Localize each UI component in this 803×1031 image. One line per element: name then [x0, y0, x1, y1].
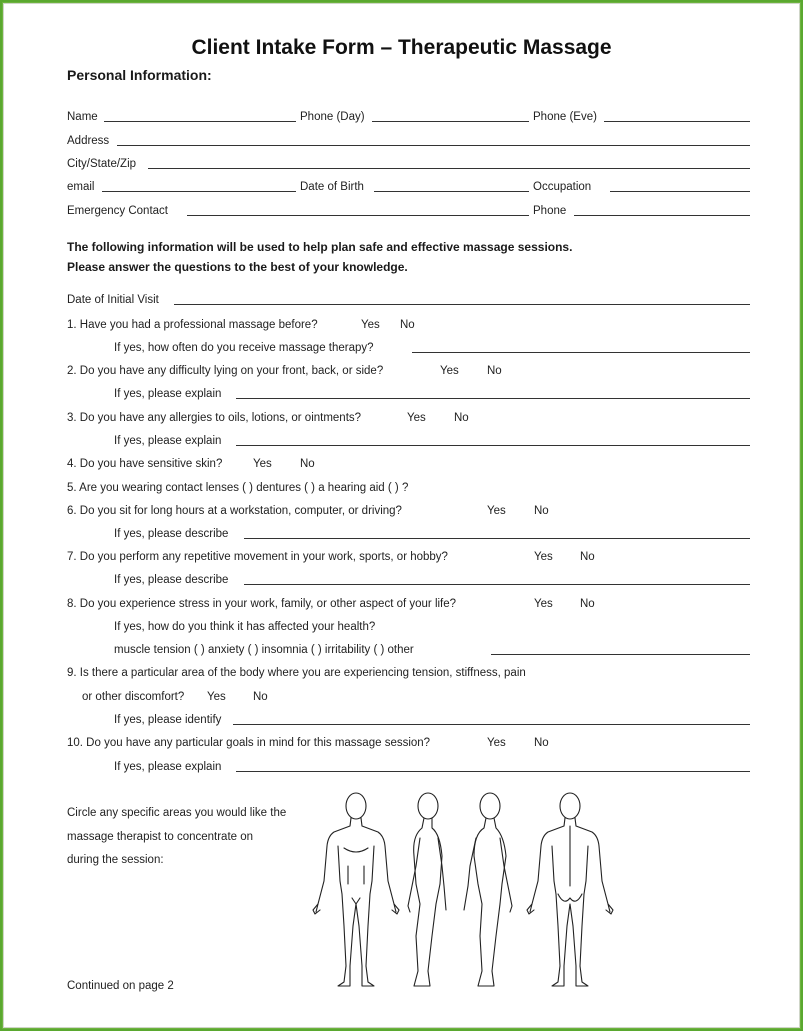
- date-initial-label: Date of Initial Visit: [67, 294, 159, 306]
- q8-no[interactable]: No: [580, 598, 595, 610]
- body-side-left-figure[interactable]: [408, 793, 446, 986]
- circle-text-2: massage therapist to concentrate on: [67, 831, 254, 843]
- q3-no[interactable]: No: [454, 412, 469, 424]
- q6-text: 6. Do you sit for long hours at a workstation, computer, or driving?: [67, 505, 402, 517]
- q6-follow-field[interactable]: [244, 538, 750, 539]
- body-back-figure[interactable]: [527, 793, 613, 986]
- form-page: [4, 4, 799, 1027]
- q7-follow-field[interactable]: [244, 584, 750, 585]
- page-title: Client Intake Form – Therapeutic Massage: [191, 36, 612, 59]
- phone-day-label: Phone (Day): [300, 111, 365, 123]
- address-label: Address: [67, 135, 110, 147]
- intro-line-2: Please answer the questions to the best of your knowledge.: [67, 260, 408, 274]
- q7-yes[interactable]: Yes: [534, 551, 553, 563]
- city-label: City/State/Zip: [67, 158, 137, 170]
- q6-yes[interactable]: Yes: [487, 505, 506, 517]
- q9-follow: If yes, please identify: [114, 714, 222, 726]
- email-field[interactable]: [102, 191, 296, 192]
- q9-no[interactable]: No: [253, 691, 268, 703]
- q10-follow-field[interactable]: [236, 771, 750, 772]
- address-field[interactable]: [117, 145, 750, 146]
- circle-text-3: during the session:: [67, 854, 164, 866]
- q1-text: 1. Have you had a professional massage before?: [67, 319, 318, 331]
- phone-eve-label: Phone (Eve): [533, 111, 597, 123]
- q1-follow: If yes, how often do you receive massage therapy?: [114, 342, 374, 354]
- q10-text: 10. Do you have any particular goals in mind for this massage session?: [67, 737, 431, 749]
- occupation-field[interactable]: [610, 191, 750, 192]
- occupation-label: Occupation: [533, 181, 592, 193]
- q8-other-field[interactable]: [491, 654, 750, 655]
- intro-line-1: The following information will be used to help plan safe and effective massage sessions.: [67, 240, 573, 254]
- q7-text: 7. Do you perform any repetitive movement in your work, sports, or hobby?: [67, 551, 448, 563]
- date-initial-field[interactable]: [174, 304, 750, 305]
- q2-follow-field[interactable]: [236, 398, 750, 399]
- emergency-field[interactable]: [187, 215, 529, 216]
- q9-text-line2: or other discomfort?: [82, 691, 185, 703]
- q1-yes[interactable]: Yes: [361, 319, 380, 331]
- q1-follow-field[interactable]: [412, 352, 750, 353]
- personal-info-heading: Personal Information:: [67, 67, 212, 83]
- body-side-right-figure[interactable]: [464, 793, 512, 986]
- name-label: Name: [67, 111, 98, 123]
- q6-follow: If yes, please describe: [114, 528, 229, 540]
- q4-yes[interactable]: Yes: [253, 458, 272, 470]
- q3-text: 3. Do you have any allergies to oils, lotions, or ointments?: [67, 412, 362, 424]
- circle-text-1: Circle any specific areas you would like the: [67, 807, 287, 819]
- q8-yes[interactable]: Yes: [534, 598, 553, 610]
- q7-follow: If yes, please describe: [114, 574, 229, 586]
- q3-yes[interactable]: Yes: [407, 412, 426, 424]
- q2-no[interactable]: No: [487, 365, 502, 377]
- city-field[interactable]: [148, 168, 750, 169]
- q10-no[interactable]: No: [534, 737, 549, 749]
- q4-text: 4. Do you have sensitive skin?: [67, 458, 223, 470]
- q7-no[interactable]: No: [580, 551, 595, 563]
- q3-follow-field[interactable]: [236, 445, 750, 446]
- q9-yes[interactable]: Yes: [207, 691, 226, 703]
- q2-text: 2. Do you have any difficulty lying on your front, back, or side?: [67, 365, 384, 377]
- body-diagram[interactable]: [304, 786, 616, 996]
- q9-text-line1: 9. Is there a particular area of the body where you are experiencing tension, stiffness, pain: [67, 667, 526, 679]
- q4-no[interactable]: No: [300, 458, 315, 470]
- emergency-phone-label: Phone: [533, 205, 567, 217]
- name-field[interactable]: [104, 121, 296, 122]
- q2-follow: If yes, please explain: [114, 388, 222, 400]
- phone-eve-field[interactable]: [604, 121, 750, 122]
- footer-continued: Continued on page 2: [67, 980, 174, 992]
- emergency-label: Emergency Contact: [67, 205, 168, 217]
- emergency-phone-field[interactable]: [574, 215, 750, 216]
- body-front-figure[interactable]: [313, 793, 399, 986]
- q8-text: 8. Do you experience stress in your work, family, or other aspect of your life?: [67, 598, 457, 610]
- q6-no[interactable]: No: [534, 505, 549, 517]
- q3-follow: If yes, please explain: [114, 435, 222, 447]
- dob-label: Date of Birth: [300, 181, 364, 193]
- email-label: email: [67, 181, 95, 193]
- q1-no[interactable]: No: [400, 319, 415, 331]
- dob-field[interactable]: [374, 191, 529, 192]
- q8-options: muscle tension ( ) anxiety ( ) insomnia ( ) irritability ( ) other: [114, 644, 414, 656]
- q5-text: 5. Are you wearing contact lenses ( ) dentures ( ) a hearing aid ( ) ?: [67, 482, 409, 494]
- q2-yes[interactable]: Yes: [440, 365, 459, 377]
- q9-follow-field[interactable]: [233, 724, 750, 725]
- q8-follow: If yes, how do you think it has affected your health?: [114, 621, 376, 633]
- q10-follow: If yes, please explain: [114, 761, 222, 773]
- phone-day-field[interactable]: [372, 121, 529, 122]
- q10-yes[interactable]: Yes: [487, 737, 506, 749]
